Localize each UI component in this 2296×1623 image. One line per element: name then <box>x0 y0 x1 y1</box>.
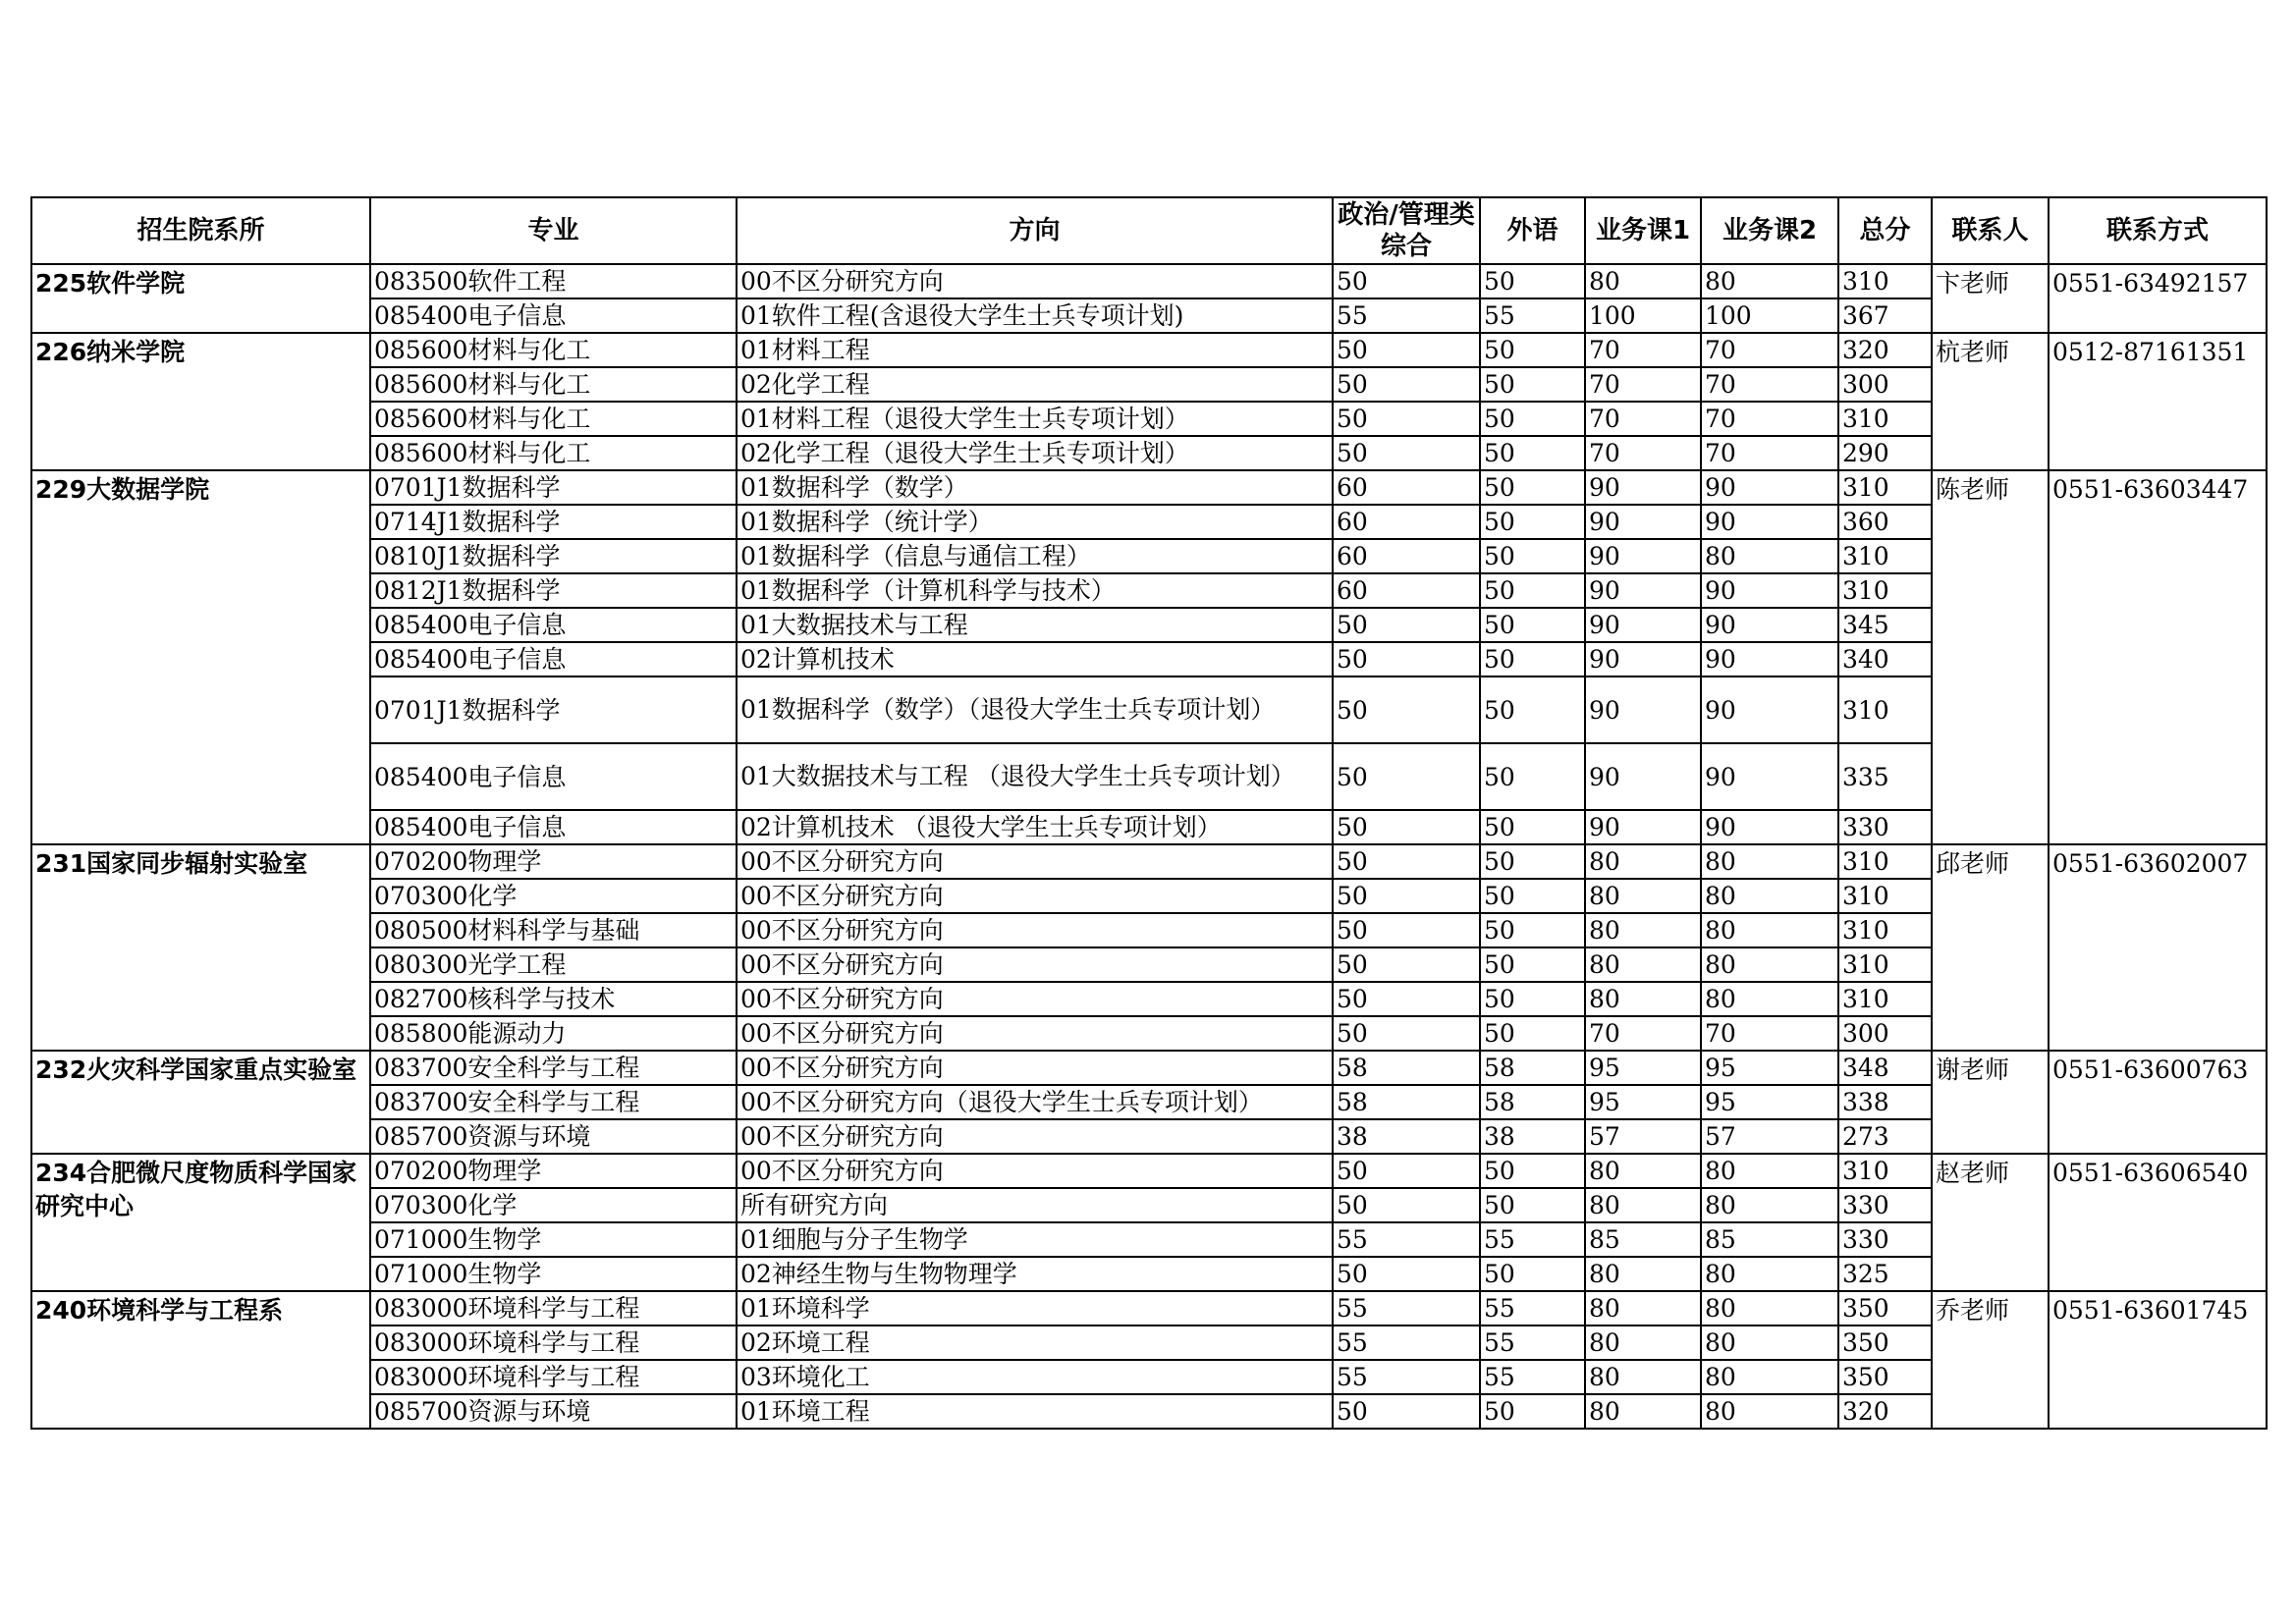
course2-cell: 85 <box>1701 1222 1838 1257</box>
course2-cell: 90 <box>1701 573 1838 608</box>
direction-cell: 00不区分研究方向 <box>737 879 1333 913</box>
direction-cell: 01数据科学（数学）（退役大学生士兵专项计划） <box>737 676 1333 743</box>
course1-cell: 80 <box>1585 982 1701 1016</box>
total-cell: 325 <box>1838 1257 1932 1291</box>
politics-cell: 55 <box>1333 298 1480 333</box>
total-cell: 310 <box>1838 676 1932 743</box>
direction-cell: 02计算机技术 <box>737 642 1333 676</box>
major-cell: 070200物理学 <box>370 1154 737 1188</box>
total-cell: 340 <box>1838 642 1932 676</box>
major-cell: 071000生物学 <box>370 1257 737 1291</box>
major-cell: 085600材料与化工 <box>370 367 737 402</box>
course2-cell: 90 <box>1701 505 1838 539</box>
politics-cell: 60 <box>1333 573 1480 608</box>
dept-cell: 226纳米学院 <box>31 333 370 470</box>
course2-cell: 80 <box>1701 1257 1838 1291</box>
direction-cell: 01细胞与分子生物学 <box>737 1222 1333 1257</box>
course1-cell: 90 <box>1585 608 1701 642</box>
course2-cell: 80 <box>1701 264 1838 298</box>
course2-cell: 80 <box>1701 1394 1838 1429</box>
total-cell: 310 <box>1838 402 1932 436</box>
politics-cell: 38 <box>1333 1119 1480 1154</box>
course2-cell: 80 <box>1701 1154 1838 1188</box>
major-cell: 083500软件工程 <box>370 264 737 298</box>
course1-cell: 90 <box>1585 810 1701 844</box>
course1-cell: 80 <box>1585 844 1701 879</box>
course1-cell: 95 <box>1585 1085 1701 1119</box>
foreign-cell: 50 <box>1480 470 1585 505</box>
direction-cell: 03环境化工 <box>737 1360 1333 1394</box>
major-cell: 0714J1数据科学 <box>370 505 737 539</box>
politics-cell: 60 <box>1333 470 1480 505</box>
foreign-cell: 50 <box>1480 264 1585 298</box>
direction-cell: 00不区分研究方向 <box>737 1016 1333 1051</box>
foreign-cell: 50 <box>1480 505 1585 539</box>
foreign-cell: 50 <box>1480 436 1585 470</box>
course1-cell: 70 <box>1585 402 1701 436</box>
total-cell: 330 <box>1838 810 1932 844</box>
direction-cell: 01材料工程（退役大学生士兵专项计划） <box>737 402 1333 436</box>
course2-cell: 70 <box>1701 1016 1838 1051</box>
course2-cell: 57 <box>1701 1119 1838 1154</box>
course2-cell: 80 <box>1701 1291 1838 1325</box>
course2-cell: 95 <box>1701 1051 1838 1085</box>
course2-cell: 80 <box>1701 1360 1838 1394</box>
header-major: 专业 <box>370 197 737 264</box>
direction-cell: 00不区分研究方向 <box>737 264 1333 298</box>
total-cell: 360 <box>1838 505 1932 539</box>
phone-cell: 0551-63603447 <box>2049 470 2267 844</box>
politics-cell: 50 <box>1333 879 1480 913</box>
course1-cell: 70 <box>1585 1016 1701 1051</box>
politics-cell: 60 <box>1333 505 1480 539</box>
politics-cell: 50 <box>1333 264 1480 298</box>
direction-cell: 00不区分研究方向（退役大学生士兵专项计划） <box>737 1085 1333 1119</box>
course1-cell: 80 <box>1585 1360 1701 1394</box>
direction-cell: 01环境科学 <box>737 1291 1333 1325</box>
direction-cell: 02化学工程（退役大学生士兵专项计划） <box>737 436 1333 470</box>
direction-cell: 02化学工程 <box>737 367 1333 402</box>
major-cell: 085600材料与化工 <box>370 436 737 470</box>
major-cell: 083700安全科学与工程 <box>370 1085 737 1119</box>
foreign-cell: 50 <box>1480 879 1585 913</box>
header-total: 总分 <box>1838 197 1932 264</box>
politics-cell: 60 <box>1333 539 1480 573</box>
direction-cell: 00不区分研究方向 <box>737 947 1333 982</box>
major-cell: 070200物理学 <box>370 844 737 879</box>
foreign-cell: 55 <box>1480 1360 1585 1394</box>
phone-cell: 0551-63492157 <box>2049 264 2267 333</box>
politics-cell: 50 <box>1333 642 1480 676</box>
dept-cell: 229大数据学院 <box>31 470 370 844</box>
major-cell: 085400电子信息 <box>370 642 737 676</box>
header-course1: 业务课1 <box>1585 197 1701 264</box>
table-row <box>31 844 2267 879</box>
table-row <box>31 470 2267 505</box>
course2-cell: 90 <box>1701 608 1838 642</box>
politics-cell: 58 <box>1333 1085 1480 1119</box>
foreign-cell: 50 <box>1480 810 1585 844</box>
politics-cell: 50 <box>1333 1257 1480 1291</box>
major-cell: 085600材料与化工 <box>370 402 737 436</box>
table-row <box>31 264 2267 298</box>
dept-cell: 234合肥微尺度物质科学国家研究中心 <box>31 1154 370 1291</box>
header-phone: 联系方式 <box>2049 197 2267 264</box>
contact-cell: 卞老师 <box>1932 264 2049 333</box>
foreign-cell: 58 <box>1480 1051 1585 1085</box>
course2-cell: 90 <box>1701 470 1838 505</box>
course2-cell: 90 <box>1701 676 1838 743</box>
total-cell: 320 <box>1838 333 1932 367</box>
dept-cell: 232火灾科学国家重点实验室 <box>31 1051 370 1154</box>
header-dept: 招生院系所 <box>31 197 370 264</box>
foreign-cell: 50 <box>1480 1016 1585 1051</box>
foreign-cell: 50 <box>1480 947 1585 982</box>
major-cell: 085600材料与化工 <box>370 333 737 367</box>
header-direction: 方向 <box>737 197 1333 264</box>
total-cell: 310 <box>1838 1154 1932 1188</box>
politics-cell: 50 <box>1333 608 1480 642</box>
major-cell: 070300化学 <box>370 1188 737 1222</box>
major-cell: 070300化学 <box>370 879 737 913</box>
dept-cell: 240环境科学与工程系 <box>31 1291 370 1429</box>
score-sheet <box>30 196 2266 1430</box>
direction-cell: 00不区分研究方向 <box>737 1154 1333 1188</box>
major-cell: 085700资源与环境 <box>370 1394 737 1429</box>
politics-cell: 55 <box>1333 1222 1480 1257</box>
politics-cell: 50 <box>1333 1154 1480 1188</box>
course1-cell: 80 <box>1585 1394 1701 1429</box>
politics-cell: 50 <box>1333 333 1480 367</box>
direction-cell: 01大数据技术与工程 <box>737 608 1333 642</box>
major-cell: 083000环境科学与工程 <box>370 1291 737 1325</box>
direction-cell: 01材料工程 <box>737 333 1333 367</box>
foreign-cell: 50 <box>1480 1394 1585 1429</box>
total-cell: 350 <box>1838 1325 1932 1360</box>
direction-cell: 02神经生物与生物物理学 <box>737 1257 1333 1291</box>
score-table <box>30 196 2268 1430</box>
total-cell: 350 <box>1838 1360 1932 1394</box>
foreign-cell: 58 <box>1480 1085 1585 1119</box>
course2-cell: 80 <box>1701 913 1838 947</box>
course1-cell: 80 <box>1585 879 1701 913</box>
contact-cell: 乔老师 <box>1932 1291 2049 1429</box>
course2-cell: 80 <box>1701 844 1838 879</box>
foreign-cell: 50 <box>1480 844 1585 879</box>
header-course2: 业务课2 <box>1701 197 1838 264</box>
total-cell: 290 <box>1838 436 1932 470</box>
foreign-cell: 55 <box>1480 1325 1585 1360</box>
major-cell: 085400电子信息 <box>370 608 737 642</box>
dept-cell: 231国家同步辐射实验室 <box>31 844 370 1051</box>
foreign-cell: 50 <box>1480 367 1585 402</box>
course2-cell: 80 <box>1701 1188 1838 1222</box>
foreign-cell: 50 <box>1480 913 1585 947</box>
course1-cell: 90 <box>1585 642 1701 676</box>
course2-cell: 90 <box>1701 743 1838 810</box>
politics-cell: 50 <box>1333 844 1480 879</box>
major-cell: 0701J1数据科学 <box>370 470 737 505</box>
total-cell: 345 <box>1838 608 1932 642</box>
course2-cell: 80 <box>1701 947 1838 982</box>
major-cell: 0701J1数据科学 <box>370 676 737 743</box>
foreign-cell: 50 <box>1480 539 1585 573</box>
table-body <box>31 264 2267 1429</box>
foreign-cell: 50 <box>1480 333 1585 367</box>
foreign-cell: 50 <box>1480 676 1585 743</box>
politics-cell: 50 <box>1333 982 1480 1016</box>
course1-cell: 90 <box>1585 470 1701 505</box>
phone-cell: 0551-63600763 <box>2049 1051 2267 1154</box>
course1-cell: 80 <box>1585 913 1701 947</box>
major-cell: 071000生物学 <box>370 1222 737 1257</box>
course1-cell: 70 <box>1585 436 1701 470</box>
direction-cell: 02计算机技术 （退役大学生士兵专项计划） <box>737 810 1333 844</box>
foreign-cell: 55 <box>1480 1291 1585 1325</box>
course1-cell: 70 <box>1585 367 1701 402</box>
politics-cell: 55 <box>1333 1325 1480 1360</box>
major-cell: 0810J1数据科学 <box>370 539 737 573</box>
contact-cell: 谢老师 <box>1932 1051 2049 1154</box>
direction-cell: 01环境工程 <box>737 1394 1333 1429</box>
direction-cell: 01数据科学（数学） <box>737 470 1333 505</box>
total-cell: 320 <box>1838 1394 1932 1429</box>
major-cell: 080300光学工程 <box>370 947 737 982</box>
politics-cell: 50 <box>1333 402 1480 436</box>
course2-cell: 80 <box>1701 1325 1838 1360</box>
total-cell: 310 <box>1838 264 1932 298</box>
table-row <box>31 1051 2267 1085</box>
course1-cell: 90 <box>1585 539 1701 573</box>
total-cell: 310 <box>1838 573 1932 608</box>
politics-cell: 50 <box>1333 1016 1480 1051</box>
direction-cell: 01软件工程(含退役大学生士兵专项计划) <box>737 298 1333 333</box>
total-cell: 310 <box>1838 913 1932 947</box>
politics-cell: 50 <box>1333 676 1480 743</box>
header-politics: 政治/管理类综合 <box>1333 197 1480 264</box>
major-cell: 083000环境科学与工程 <box>370 1360 737 1394</box>
direction-cell: 所有研究方向 <box>737 1188 1333 1222</box>
foreign-cell: 55 <box>1480 1222 1585 1257</box>
politics-cell: 58 <box>1333 1051 1480 1085</box>
course1-cell: 70 <box>1585 333 1701 367</box>
direction-cell: 00不区分研究方向 <box>737 1051 1333 1085</box>
foreign-cell: 50 <box>1480 642 1585 676</box>
table-row <box>31 1291 2267 1325</box>
politics-cell: 50 <box>1333 1188 1480 1222</box>
course1-cell: 85 <box>1585 1222 1701 1257</box>
table-row <box>31 1154 2267 1188</box>
course1-cell: 100 <box>1585 298 1701 333</box>
foreign-cell: 50 <box>1480 573 1585 608</box>
course1-cell: 90 <box>1585 743 1701 810</box>
foreign-cell: 55 <box>1480 298 1585 333</box>
header-foreign: 外语 <box>1480 197 1585 264</box>
major-cell: 085400电子信息 <box>370 298 737 333</box>
politics-cell: 50 <box>1333 436 1480 470</box>
politics-cell: 50 <box>1333 947 1480 982</box>
course2-cell: 70 <box>1701 333 1838 367</box>
politics-cell: 50 <box>1333 367 1480 402</box>
course1-cell: 80 <box>1585 1154 1701 1188</box>
major-cell: 083700安全科学与工程 <box>370 1051 737 1085</box>
total-cell: 300 <box>1838 367 1932 402</box>
contact-cell: 赵老师 <box>1932 1154 2049 1291</box>
course2-cell: 90 <box>1701 810 1838 844</box>
course2-cell: 70 <box>1701 367 1838 402</box>
total-cell: 310 <box>1838 470 1932 505</box>
direction-cell: 01大数据技术与工程 （退役大学生士兵专项计划） <box>737 743 1333 810</box>
major-cell: 085400电子信息 <box>370 810 737 844</box>
total-cell: 338 <box>1838 1085 1932 1119</box>
course1-cell: 80 <box>1585 1291 1701 1325</box>
direction-cell: 00不区分研究方向 <box>737 1119 1333 1154</box>
contact-cell: 邱老师 <box>1932 844 2049 1051</box>
direction-cell: 01数据科学（计算机科学与技术） <box>737 573 1333 608</box>
course1-cell: 90 <box>1585 676 1701 743</box>
foreign-cell: 50 <box>1480 1154 1585 1188</box>
table-row <box>31 333 2267 367</box>
politics-cell: 55 <box>1333 1360 1480 1394</box>
phone-cell: 0551-63601745 <box>2049 1291 2267 1429</box>
major-cell: 080500材料科学与基础 <box>370 913 737 947</box>
course1-cell: 80 <box>1585 1188 1701 1222</box>
major-cell: 0812J1数据科学 <box>370 573 737 608</box>
course2-cell: 80 <box>1701 539 1838 573</box>
major-cell: 085800能源动力 <box>370 1016 737 1051</box>
politics-cell: 50 <box>1333 743 1480 810</box>
foreign-cell: 50 <box>1480 743 1585 810</box>
course1-cell: 80 <box>1585 1325 1701 1360</box>
course2-cell: 80 <box>1701 982 1838 1016</box>
total-cell: 330 <box>1838 1188 1932 1222</box>
course2-cell: 70 <box>1701 436 1838 470</box>
course1-cell: 80 <box>1585 1257 1701 1291</box>
phone-cell: 0512-87161351 <box>2049 333 2267 470</box>
foreign-cell: 50 <box>1480 1188 1585 1222</box>
course2-cell: 95 <box>1701 1085 1838 1119</box>
total-cell: 310 <box>1838 947 1932 982</box>
foreign-cell: 50 <box>1480 1257 1585 1291</box>
major-cell: 082700核科学与技术 <box>370 982 737 1016</box>
course1-cell: 57 <box>1585 1119 1701 1154</box>
contact-cell: 杭老师 <box>1932 333 2049 470</box>
foreign-cell: 50 <box>1480 982 1585 1016</box>
direction-cell: 00不区分研究方向 <box>737 913 1333 947</box>
course1-cell: 95 <box>1585 1051 1701 1085</box>
course2-cell: 80 <box>1701 879 1838 913</box>
politics-cell: 50 <box>1333 913 1480 947</box>
direction-cell: 00不区分研究方向 <box>737 844 1333 879</box>
major-cell: 085700资源与环境 <box>370 1119 737 1154</box>
politics-cell: 55 <box>1333 1291 1480 1325</box>
total-cell: 335 <box>1838 743 1932 810</box>
major-cell: 085400电子信息 <box>370 743 737 810</box>
foreign-cell: 50 <box>1480 402 1585 436</box>
direction-cell: 01数据科学（信息与通信工程） <box>737 539 1333 573</box>
direction-cell: 01数据科学（统计学） <box>737 505 1333 539</box>
course2-cell: 100 <box>1701 298 1838 333</box>
header-contact: 联系人 <box>1932 197 2049 264</box>
total-cell: 348 <box>1838 1051 1932 1085</box>
header-row <box>31 197 2267 264</box>
total-cell: 310 <box>1838 539 1932 573</box>
course1-cell: 80 <box>1585 947 1701 982</box>
foreign-cell: 38 <box>1480 1119 1585 1154</box>
total-cell: 273 <box>1838 1119 1932 1154</box>
foreign-cell: 50 <box>1480 608 1585 642</box>
total-cell: 310 <box>1838 982 1932 1016</box>
total-cell: 310 <box>1838 844 1932 879</box>
contact-cell: 陈老师 <box>1932 470 2049 844</box>
dept-cell: 225软件学院 <box>31 264 370 333</box>
phone-cell: 0551-63602007 <box>2049 844 2267 1051</box>
course1-cell: 90 <box>1585 573 1701 608</box>
politics-cell: 50 <box>1333 1394 1480 1429</box>
direction-cell: 02环境工程 <box>737 1325 1333 1360</box>
total-cell: 367 <box>1838 298 1932 333</box>
phone-cell: 0551-63606540 <box>2049 1154 2267 1291</box>
total-cell: 350 <box>1838 1291 1932 1325</box>
course1-cell: 90 <box>1585 505 1701 539</box>
course2-cell: 90 <box>1701 642 1838 676</box>
direction-cell: 00不区分研究方向 <box>737 982 1333 1016</box>
course1-cell: 80 <box>1585 264 1701 298</box>
total-cell: 310 <box>1838 879 1932 913</box>
major-cell: 083000环境科学与工程 <box>370 1325 737 1360</box>
total-cell: 300 <box>1838 1016 1932 1051</box>
politics-cell: 50 <box>1333 810 1480 844</box>
total-cell: 330 <box>1838 1222 1932 1257</box>
course2-cell: 70 <box>1701 402 1838 436</box>
